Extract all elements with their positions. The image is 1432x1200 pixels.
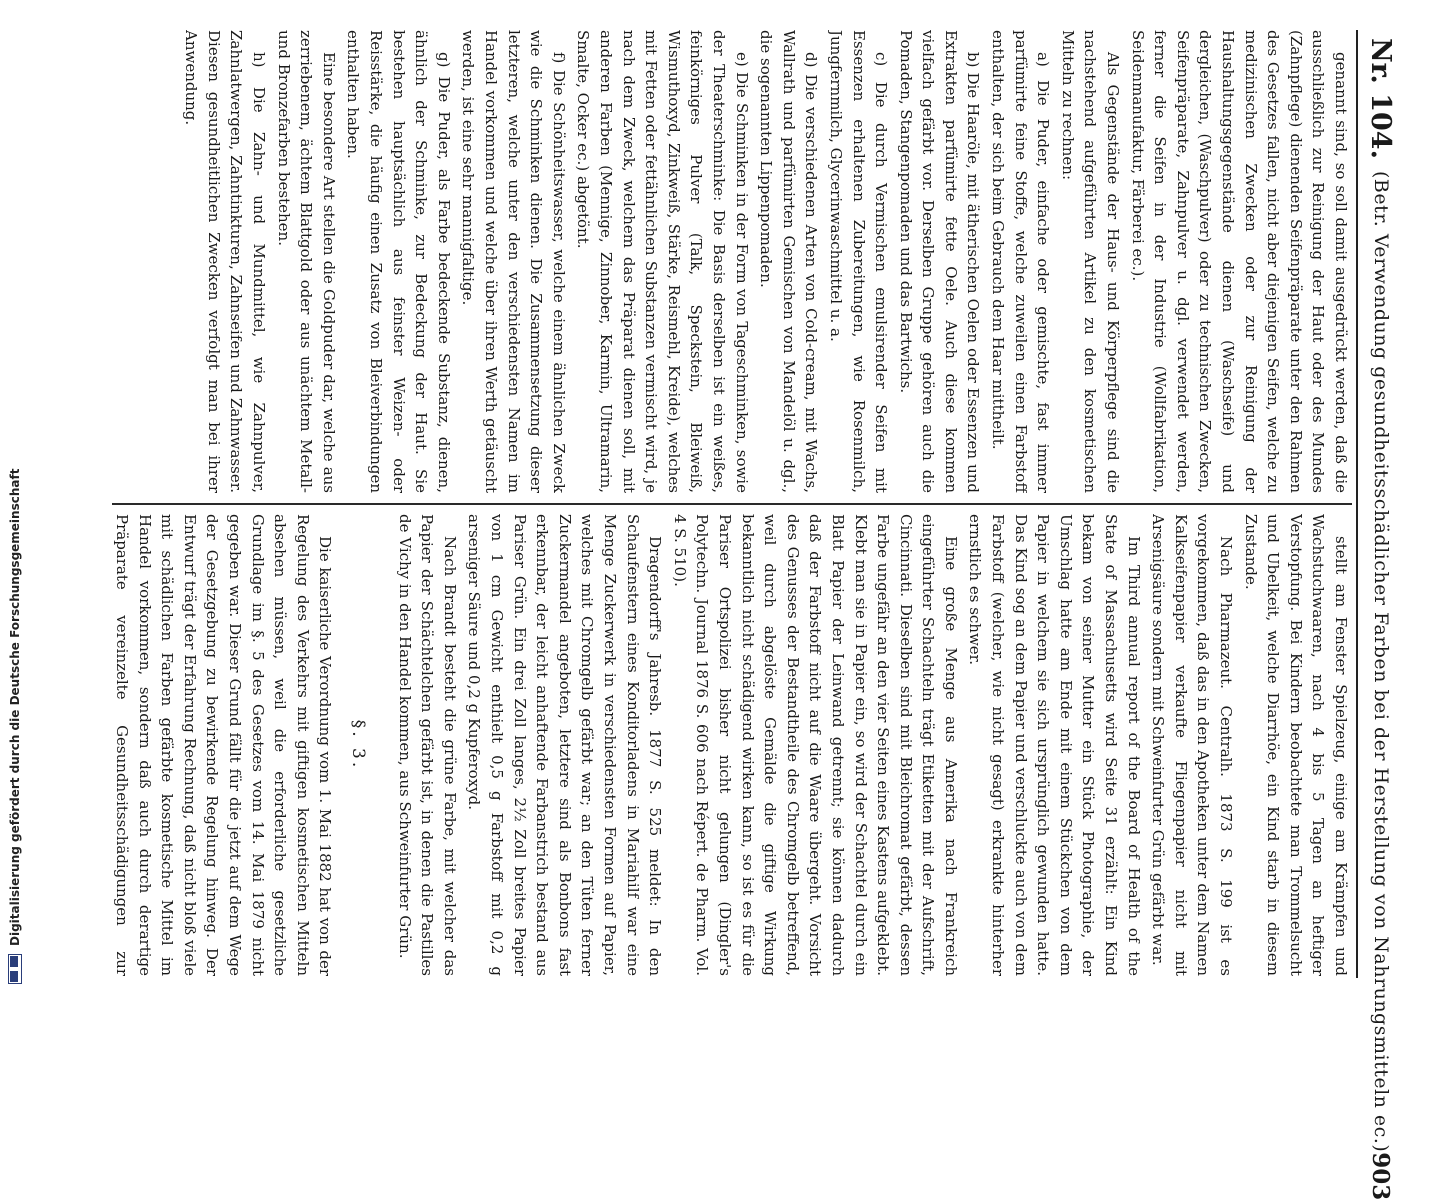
paragraph: Eine große Menge aus Amerika nach Frankreich eingeführter Schachteln trägt Etiketten mit der Aufschrift, Cincinnati. Dieselben sind mit Bleichromat gefärbt, dessen Farbe ungefähr an den vier Seiten eines Kastens aufgeklebt. Klebt man sie in Papier ein, so wird der Schachtel durch ein Blatt Papier der Leinwand getrennt; sie können dadurch daß der Farbstoff nicht auf die Waare übergeht. Vorsicht des Genusses der Bestandtheile des Chromgelb betreffend, weil durch abgelöste Gemälde die giftige Wirkung bekanntlich nicht schädigend wirken kann, so ist es für die Pariser Ortspolizei bisher nicht gelungen (Dingler's Polytechn. Journal 1876 S. 606 nach Répert. de Pharm. Vol. 4 S. 510). — [670, 514, 960, 976]
column-divider — [112, 503, 1352, 505]
paragraph: Dragendorff's Jahresb. 1877 S. 525 meldet: In den Schaufenstern eines Konditorladens in Mariahilf war eine Menge Zuckerwerk in verschiedensten Formen auf Papier, welches mit Chromgelb gefärbt war; an den Tüten ferner Zuckermandel angeboten, letztere sind als Bonbons fast erkennbar, der leicht anhaftende Farbanstrich bestand aus Pariser Grün. Ein drei Zoll langes, 2½ Zoll breites Papier von 1 cm Gewicht enthielt 0,5 g Farbstoff mit 0,2 g arseniger Säure und 0,2 g Kupferoxyd. — [465, 514, 665, 976]
list-item: e) Die Schminken in der Form von Tageschminken, sowie der Theaterschminke: Die Basis derselben ist ein weißes, feinkörniges Pulver (Talk, Speckstein, Bleiweiß, Wismuthoxyd, Zinkweiß, Stärke, Reismehl, Kreide), welches mit Fetten oder fettähnlichen Substanzen vermischt wird, je nach dem Zweck, welchem das Präparat dienen soll, mit anderen Farben (Mennige, Zinnober, Karmin, Ultramarin, Smalte, Ocker ec.) abgetönt. — [574, 30, 751, 493]
paragraph: Im Third annual report of the Board of Health of the State of Massachusetts wird Seite 31 erzählt: Ein Kind bekam von seiner Mutter ein Stück Photographie, der Umschlag hatte am Ende mit einem Stückchen von dem Papier in welchem sie sich ursprünglich gewunden hatte. Das Kind sog an dem Papier und verschluckte auch von dem Farbstoff (welcher, wie nicht gesagt) erkrankte hinterher ernstlich es schwer. — [966, 514, 1143, 976]
page-number: 903 — [1367, 1152, 1395, 1200]
list-item: h) Die Zahn- und Mundmittel, wie Zahnpulver, Zahnlatwergen, Zahntinkturen, Zahnseifen und Zahnwasser. Diesen gesundheitlichen Zwecken verfolgt man bei ihrer Anwendung. — [182, 30, 269, 493]
paragraph: genannt sind, so soll damit ausgedrückt werden, daß die ausschließlich zur Reinigung der Haut oder des Mundes (Zahnpflege) dienenden Seifenpräparate unter den Rahmen des Gesetzes fallen, nicht aber diejenigen Seifen, welche zu medizinischen Zwecken oder zur Reinigung der Haushaltungsgegenstände dienen (Waschseife) und dergleichen, (Waschpulver) oder zu technischen Zwecken, Seifenpräparate, Zahnpulver u. dgl. verwendet werden, ferner die Seifen in der Industrie (Wollfabrikation, Seidenmanufaktur, Färberei ec.). — [1128, 30, 1350, 493]
side-caption-text: Digitalisierung gefördert durch die Deutsche Forschungsgemeinschaft — [8, 468, 22, 946]
dfg-logo-icon — [8, 954, 22, 984]
paragraph: Nach Pharmazeut. Centralh. 1873 S. 199 ist es vorgekommen, daß das in den Apotheken unter dem Namen Kalkseifenpapier verkaufte Fliegenpapier nicht mit Arsenigsäure sondern mit Schweinfurter Grün gefärbt war. — [1149, 514, 1236, 976]
rotated-page — [94, 24, 1404, 1200]
list-item: d) Die verschiedenen Arten von Cold-cream, mit Wachs, Wallrath und parfümirten Gemischen von Mandelöl u. dgl., die sogenannten Lippenpomaden. — [757, 30, 821, 493]
list-item: g) Die Puder, als Farbe bedeckende Substanz, dienen, ähnlich der Schminke, zur Bedeckung der Haut. Sie bestehen hauptsächlich aus feinster Weizen- oder Reisstärke, die häufig einen Zusatz von Bleiverbindungen enthalten haben. — [344, 30, 453, 493]
list-item: c) Die durch Vermischen emulsirender Seifen mit Essenzen erhaltenen Zubereitungen, wie Rosenmilch, Jungfernmilch, Glycerinwaschmittel u. a. — [826, 30, 891, 493]
issue-number: Nr. 104. — [1365, 38, 1397, 159]
paragraph: Nach Brandt besteht die grüne Farbe, mit welcher das Papier der Schächtelchen gefärbt ist, in denen die Pastilles de Vichy in den Handel kommen, aus Schweinfurter Grün. — [395, 514, 459, 976]
column-second — [112, 514, 1352, 976]
section-heading: §. 3. — [348, 719, 369, 771]
list-item: b) Die Haaröle, mit ätherischen Oelen oder Essenzen und Extrakten parfümirte fette Oele. Auch diese kommen vielfach gefärbt vor. Derselben Gruppe gehören auch die Pomaden, Stangenpomaden und das Bartwichs. — [896, 30, 983, 493]
list-item: f) Die Schönheitswasser, welche einem ähnlichen Zweck wie die Schminken dienen. Die Zusammensetzung dieser letzteren, welche unter den verschiedensten Namen im Handel vorkommen und welche über ihren Werth getäuscht werden, ist eine sehr mannigfaltige. — [459, 30, 568, 493]
paragraph: Als Gegenstände der Haus- und Körperpflege sind die nachstehend aufgeführten Artikel zu den kosmetischen Mitteln zu rechnen: — [1058, 30, 1123, 493]
running-title: (Betr. Verwendung gesundheitsschädlicher Farben bei der Herstellung von Nahrungsmitteln ec.) — [1370, 171, 1392, 1153]
paragraph: Eine besondere Art stellen die Goldpuder dar, welche aus zerriebenem, ächtem Blattgold oder aus unächtem Metall- und Bronzefarben bestehen. — [274, 30, 338, 493]
list-item: a) Die Puder, einfache oder gemischte, fast immer parfümirte feine Stoffe, welche zuweilen einen Farbstoff enthalten, der sich beim Gebrauch dem Haar mittheilt. — [989, 30, 1053, 493]
page-header — [1358, 38, 1404, 1200]
paragraph: stellt am Fenster Spielzeug, einige am Krämpfen und Wachstuchwaaren, nach 4 bis 5 Tagen an heftiger Verstopfung. Bei Kindern beobachtete man Trommelsucht und Ubelkeit, welche Diarrhöe, ein Kind starb in diesem Zustande. — [1241, 514, 1350, 976]
side-caption — [4, 0, 26, 1000]
column-first — [104, 30, 1352, 493]
paragraph: Die kaiserliche Verordnung vom 1. Mai 1882 hat von der Regelung des Verkehrs mit giftigen kosmetischen Mitteln absehen müssen, weil die erforderliche gesetzliche Grundlage im §. 5 des Gesetzes vom 14. Mai 1879 nicht gegeben war. Dieser Grund fällt für die jetzt auf dem Wege der Gesetzgebung zu bewirkende Regelung hinweg. Der Entwurf trägt der Erfahrung Rechnung, daß nicht bloß viele mit schädlichen Farben gefärbte kosmetische Mittel im Handel vorkommen, sondern daß auch durch derartige Präparate vereinzelte Gesundheitsschädigungen zur — [113, 514, 335, 976]
header-rule — [1356, 30, 1358, 978]
